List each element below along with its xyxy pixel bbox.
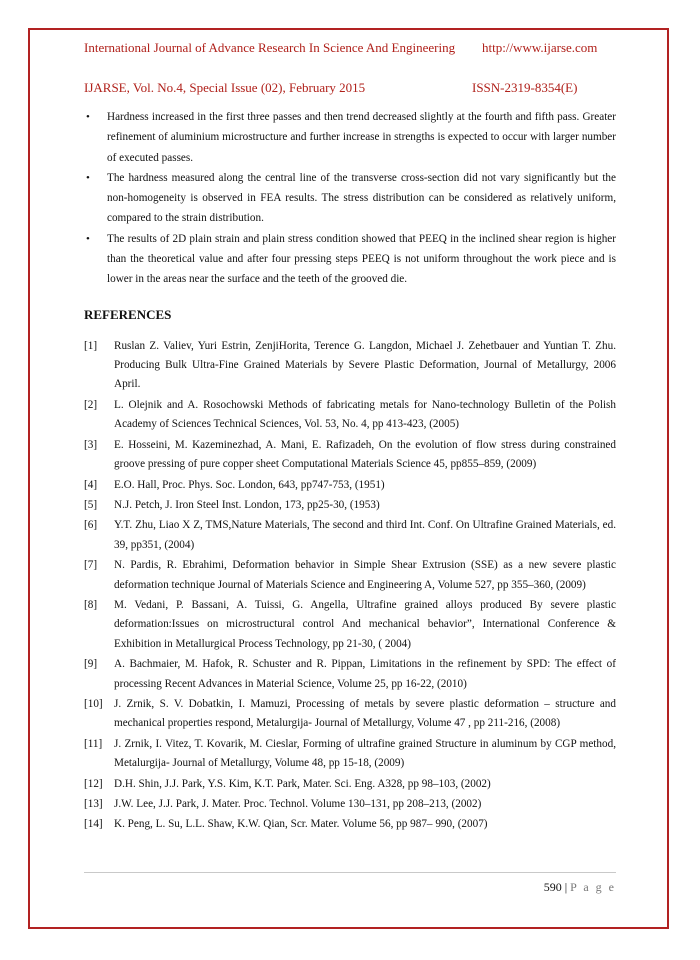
- journal-title: International Journal of Advance Research In Science And Engineering: [84, 40, 456, 55]
- reference-number: [10]: [84, 697, 103, 710]
- bullet-icon: •: [86, 171, 90, 184]
- reference-text: N.J. Petch, J. Iron Steel Inst. London, 173, pp25-30, (1953): [114, 498, 380, 511]
- reference-number: [1]: [84, 339, 98, 352]
- reference-text: E. Hosseini, M. Kazeminezhad, A. Mani, E. Rafizadeh, On the evolution of flow stress during constrained groove pressing of pure copper sheet Computational Materials Science 45, pp855–859, (2009): [114, 438, 616, 471]
- reference-number: [4]: [84, 478, 98, 491]
- issue-header: [84, 80, 604, 96]
- list-item: • The results of 2D plain strain and plain stress condition showed that PEEQ in the inclined shear region is higher than the theoretical value and after four pressing steps PEEQ is not uniform throughout the work piece and is lower in the areas near the surface and the teeth of the grooved die.: [84, 229, 616, 290]
- page-number: 590: [543, 880, 562, 894]
- page-footer: [544, 880, 616, 895]
- reference-item: [84, 516, 616, 555]
- reference-number: [7]: [84, 559, 98, 572]
- reference-item: [84, 596, 616, 654]
- conclusion-list: [84, 107, 616, 290]
- reference-item: [84, 337, 616, 395]
- reference-item: [84, 496, 616, 515]
- reference-item: [84, 655, 616, 694]
- reference-item: [84, 695, 616, 734]
- reference-number: [12]: [84, 777, 103, 790]
- reference-number: [3]: [84, 438, 98, 451]
- reference-item: [84, 436, 616, 475]
- reference-text: N. Pardis, R. Ebrahimi, Deformation behavior in Simple Shear Extrusion (SSE) as a new severe plastic deformation technique Journal of Materials Science and Engineering A, Volume 527, pp 355–360, (2009): [114, 559, 616, 591]
- page-label: P a g e: [570, 880, 616, 894]
- references-heading: REFERENCES: [84, 306, 172, 322]
- reference-text: Y.T. Zhu, Liao X Z, TMS,Nature Materials, The second and third Int. Conf. On Ultrafine Grained Materials, ed. 39, pp351, (2004): [114, 519, 616, 551]
- reference-number: [6]: [84, 519, 98, 532]
- bullet-icon: •: [86, 111, 90, 123]
- reference-text: A. Bachmaier, M. Hafok, R. Schuster and R. Pippan, Limitations in the refinement by SPD: The effect of processing Recent Advances in Material Science, Volume 25, pp 16-22, (2010): [114, 658, 616, 690]
- reference-item: [84, 396, 616, 435]
- list-item: • Hardness increased in the first three passes and then trend decreased slightly at the fourth and fifth pass. Greater refinement of aluminium microstructure and further increase in strengths is expected to occur with larger number of executed passes.: [84, 107, 616, 168]
- reference-text: E.O. Hall, Proc. Phys. Soc. London, 643, pp747-753, (1951): [114, 478, 385, 491]
- reference-number: [11]: [84, 737, 103, 750]
- reference-number: [14]: [84, 818, 103, 831]
- reference-number: [8]: [84, 598, 98, 611]
- issue-info: IJARSE, Vol. No.4, Special Issue (02), February 2015: [84, 80, 366, 95]
- reference-item: [84, 775, 616, 794]
- footer-separator: |: [564, 880, 568, 894]
- reference-text: K. Peng, L. Su, L.L. Shaw, K.W. Qian, Scr. Mater. Volume 56, pp 987– 990, (2007): [114, 818, 488, 831]
- reference-text: J.W. Lee, J.J. Park, J. Mater. Proc. Technol. Volume 130–131, pp 208–213, (2002): [114, 798, 482, 811]
- bullet-icon: •: [86, 232, 90, 245]
- reference-item: [84, 795, 616, 814]
- issn: ISSN-2319-8354(E): [472, 80, 578, 95]
- reference-item: [84, 735, 616, 774]
- journal-header: [84, 40, 604, 56]
- reference-text: L. Olejnik and A. Rosochowski Methods of fabricating metals for Nano-technology Bulletin of the Polish Academy of Sciences Technical Sciences, Vol. 53, No. 4, pp 413-423, (2005): [114, 398, 616, 431]
- reference-number: [13]: [84, 798, 103, 811]
- reference-number: [9]: [84, 658, 98, 671]
- reference-text: Ruslan Z. Valiev, Yuri Estrin, ZenjiHorita, Terence G. Langdon, Michael J. Zehetbauer and Yuntian T. Zhu. Producing Bulk Ultra-Fine Grained Materials by Severe Plastic Deformation, Journal of Metallurgy, 2006 April.: [114, 339, 616, 391]
- reference-text: D.H. Shin, J.J. Park, Y.S. Kim, K.T. Park, Mater. Sci. Eng. A328, pp 98–103, (2002): [114, 777, 491, 790]
- reference-item: [84, 815, 616, 834]
- journal-url[interactable]: http://www.ijarse.com: [482, 40, 598, 55]
- reference-item: [84, 556, 616, 595]
- reference-text: M. Vedani, P. Bassani, A. Tuissi, G. Angella, Ultrafine grained alloys produced By severe plastic deformation:Issues on microstructural control And mechanical behavior”, International Conference & Exhibition in Metallurgical Process Technology, pp 21-30, ( 2004): [114, 598, 616, 650]
- page-content: [84, 107, 616, 836]
- reference-item: [84, 476, 616, 495]
- list-item: • The hardness measured along the central line of the transverse cross-section did not vary significantly but the non-homogeneity is observed in FEA results. The stress distribution can be considered as relatively uniform, compared to the strain distribution.: [84, 168, 616, 229]
- reference-text: J. Zrnik, I. Vitez, T. Kovarik, M. Cieslar, Forming of ultrafine grained Structure in aluminum by CGP method, Metalurgija- Journal of Metallurgy, Volume 48, pp 15-18, (2009): [114, 737, 616, 770]
- references-list: [84, 337, 616, 835]
- reference-number: [5]: [84, 498, 98, 511]
- reference-number: [2]: [84, 398, 98, 411]
- reference-text: J. Zrnik, S. V. Dobatkin, I. Mamuzi, Processing of metals by severe plastic deformation – structure and mechanical properties respond, Metalurgija- Journal of Metallurgy, Volume 47 , pp 211-216, (2008): [114, 697, 616, 730]
- footer-divider: [84, 872, 616, 873]
